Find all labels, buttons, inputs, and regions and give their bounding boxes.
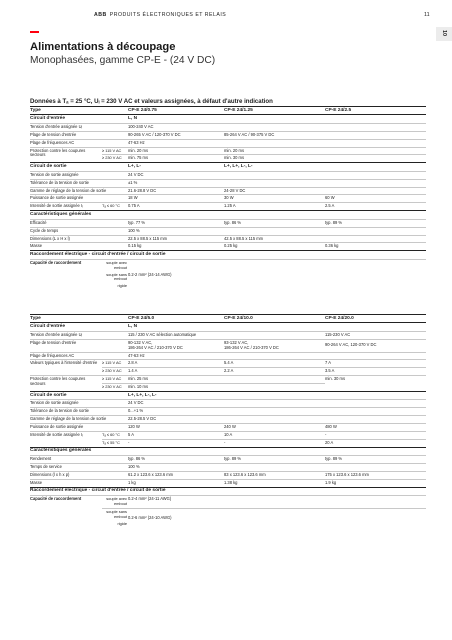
value-cell: min. 20 ms [224, 147, 426, 155]
value-cell: 1.38 kg [224, 480, 325, 488]
value-cell: 3.5 A [325, 368, 426, 376]
table-row [30, 400, 426, 408]
table-row [30, 339, 426, 352]
value-cell: 42.5 x 88.5 x 115 mm [224, 235, 426, 243]
table-row [30, 235, 426, 243]
chapter-tab-label: 10 [441, 30, 447, 36]
type-label: Type [30, 315, 128, 323]
spec-table-1 [30, 106, 426, 290]
value-cell [224, 384, 325, 392]
section-heading: Caractéristiques générales [30, 211, 426, 219]
value-cell: 0.2-4 mm² (24-11 AWG) [128, 496, 426, 509]
table-row [30, 219, 426, 227]
value-cell: 0.15 kg [128, 243, 224, 251]
section-name: PRODUITS ÉLECTRONIQUES ET RELAIS [109, 12, 227, 18]
row-label: Cycle de temps [30, 227, 128, 235]
value-cell: 61.2 x 123.6 x 123.6 mm [128, 472, 224, 480]
table-row [30, 251, 426, 259]
value-cell: typ. 77 % [128, 219, 224, 227]
table-row [30, 131, 426, 139]
value-cell: typ. 86 % [224, 219, 325, 227]
row-label: Tolérance de la tension de sortie [30, 179, 128, 187]
row-label: Tension de sortie assignée [30, 171, 128, 179]
value-cell: 90-265 V AC / 120-370 V DC [128, 131, 224, 139]
condition-cell: Tₐ ≤ 60 °C [102, 203, 128, 211]
table-row [30, 392, 426, 400]
table-row [30, 123, 426, 131]
row-label: Puissance de sortie assignée [30, 195, 128, 203]
condition-cell: souple sans embout [106, 271, 127, 282]
table-row [30, 432, 426, 440]
condition-cell: ≥ 230 V AC [102, 155, 128, 163]
value-cell: min. 30 ms [325, 376, 426, 392]
value-cell: L+, L+, L-, L- [224, 163, 426, 171]
value-cell: 5 A [128, 432, 224, 440]
table-row [30, 496, 426, 509]
row-label: Temps de service [30, 464, 128, 472]
row-label: Protection contre les coupures secteurs [30, 147, 102, 163]
table-row [30, 227, 426, 235]
row-label: Intensité de sortie assignée Iᵣ [30, 203, 102, 211]
row-label: Tension d'entrée assignée Uᵢ [30, 331, 128, 339]
table-row [30, 331, 426, 339]
value-cell: typ. 89 % [224, 456, 325, 464]
value-cell [224, 376, 325, 384]
condition-cell: souple avec embout [102, 259, 128, 271]
value-cell: - [128, 440, 224, 448]
value-cell: 30 W [224, 195, 325, 203]
value-cell: ±1 % [128, 179, 426, 187]
table-row [30, 424, 426, 432]
value-cell: 18 W [128, 195, 224, 203]
table-row [30, 203, 426, 211]
row-label: Plage de tension d'entrée [30, 339, 128, 352]
value-cell: 0...+1 % [128, 408, 426, 416]
page-title: Alimentations à découpage [30, 41, 176, 53]
value-cell: 10 A [224, 432, 325, 440]
value-cell: L, N [128, 115, 426, 123]
running-header [94, 12, 226, 18]
row-label: Dimensions (L x H x l) [30, 235, 128, 243]
value-cell: 0.75 A [128, 203, 224, 211]
page-number: 11 [424, 12, 430, 18]
row-label: Gamme de réglage de la tension de sortie [30, 187, 128, 195]
value-cell: 1 kg [128, 480, 224, 488]
condition-cell: Tₐ ≤ 55 °C [102, 440, 128, 448]
type-cell: CP-E 24/0.75 [128, 107, 224, 115]
value-cell: typ. 89 % [325, 219, 426, 227]
table-row [30, 480, 426, 488]
condition-cell: rigide [117, 520, 127, 526]
row-label: Tension d'entrée assignée Uᵢ [30, 123, 128, 131]
table-row [30, 147, 426, 155]
value-cell: 1.4 A [128, 368, 224, 376]
value-cell: 60 W [325, 195, 426, 203]
row-label: Capacité de raccordement [30, 496, 102, 528]
value-cell: typ. 89 % [325, 456, 426, 464]
table-row [30, 171, 426, 179]
value-cell: 0.36 kg [325, 243, 426, 251]
row-label: Intensité de sortie assignée Iᵣ [30, 432, 102, 448]
value-cell: 90-264 V AC, 120-370 V DC [325, 339, 426, 352]
conditions-note: Données à Tₐ = 25 °C, Uᵢ = 230 V AC et valeurs assignées, à défaut d'autre indication [30, 98, 273, 105]
value-cell: typ. 86 % [128, 456, 224, 464]
value-cell: 22.5 x 88.5 x 115 mm [128, 235, 224, 243]
value-cell: 1.25 A [224, 203, 325, 211]
table-row [30, 115, 426, 123]
section-heading: Circuit de sortie [30, 392, 128, 400]
table-row [30, 107, 426, 115]
value-cell: 0.2-2 mm² (24-14 AWG) [128, 259, 426, 290]
row-label: Gamme de réglage de la tension de sortie [30, 416, 128, 424]
table-row [30, 211, 426, 219]
row-label: Valeurs typiques à l'intensité d'entrée [30, 360, 102, 376]
row-label: Tension de sortie assignée [30, 400, 128, 408]
table-row [30, 195, 426, 203]
type-cell: CP-E 24/1.25 [224, 107, 325, 115]
value-cell: L, N [128, 323, 426, 331]
value-cell: 21.6-28.8 V DC [128, 187, 224, 195]
value-cell: 22.5-28.5 V DC [128, 416, 426, 424]
value-cell: 24 V DC [128, 400, 426, 408]
row-label: Plage de fréquences AC [30, 139, 128, 147]
row-label: Dimensions (l x h x p) [30, 472, 128, 480]
spec-table-2 [30, 314, 426, 528]
table-row [30, 456, 426, 464]
row-label: Masse [30, 243, 128, 251]
value-cell: 93-132 V AC, 186-264 V AC / 210-370 V DC [224, 339, 325, 352]
section-heading: Raccordement électrique - circuit d'entrée / circuit de sortie [30, 251, 426, 259]
value-cell: 115-230 V AC [325, 331, 426, 339]
type-cell: CP-E 24/10.0 [224, 315, 325, 323]
table-row [30, 352, 426, 360]
section-heading: Circuit d'entrée [30, 115, 128, 123]
type-label: Type [30, 107, 128, 115]
value-cell: L+, L- [128, 163, 224, 171]
value-cell: L+, L+, L-, L- [128, 392, 426, 400]
type-cell: CP-E 24/2.5 [325, 107, 426, 115]
value-cell: 480 W [325, 424, 426, 432]
condition-cell: ≥ 115 V AC [102, 147, 128, 155]
section-heading: Raccordement électrique - circuit d'entrée / circuit de sortie [30, 487, 426, 495]
value-cell: 0.2-6 mm² (24-10 AWG) [128, 509, 426, 528]
row-label: Puissance de sortie assignée [30, 424, 128, 432]
row-label: Masse [30, 480, 128, 488]
value-cell: 85-264 V AC / 90-375 V DC [224, 131, 426, 139]
table-row [30, 416, 426, 424]
value-cell: 47-63 Hz [128, 139, 426, 147]
table-row [30, 259, 426, 271]
value-cell: 115 / 230 V AC sélection automatique [128, 331, 325, 339]
value-cell: 20 A [325, 440, 426, 448]
value-cell: 47-63 Hz [128, 352, 426, 360]
value-cell: - [224, 440, 325, 448]
value-cell: min. 20 ms [128, 147, 224, 155]
value-cell: min. 10 ms [128, 384, 224, 392]
value-cell: 2.2 A [224, 368, 325, 376]
chapter-tab[interactable] [436, 27, 452, 41]
value-cell: 7 A [325, 360, 426, 368]
section-heading: Circuit de sortie [30, 163, 128, 171]
value-cell: 90-132 V AC, 186-264 V AC / 210-370 V DC [128, 339, 224, 352]
table-row [30, 139, 426, 147]
type-cell: CP-E 24/20.0 [325, 315, 426, 323]
table-row [30, 187, 426, 195]
table-row [30, 163, 426, 171]
value-cell: 100 % [128, 464, 426, 472]
table-row [30, 243, 426, 251]
condition-cell: ≥ 230 V AC [102, 384, 128, 392]
table-row [30, 447, 426, 455]
table-row [30, 376, 426, 384]
table-row [30, 464, 426, 472]
value-cell: 0.25 kg [224, 243, 325, 251]
condition-cell: souple avec embout [102, 496, 128, 509]
value-cell: 100 % [128, 227, 426, 235]
condition-cell: souple sans embout [102, 509, 128, 521]
value-cell: min. 30 ms [224, 155, 426, 163]
section-heading: Circuit d'entrée [30, 323, 128, 331]
page-subtitle: Monophasées, gamme CP-E - (24 V DC) [30, 55, 216, 66]
value-cell: - [325, 432, 426, 440]
row-label: Capacité de raccordement [30, 259, 102, 290]
table-row [30, 315, 426, 323]
value-cell: 83 x 123.6 x 123.6 mm [224, 472, 325, 480]
value-cell: 1.9 kg [325, 480, 426, 488]
table-row [30, 487, 426, 495]
brand-name: ABB [94, 12, 107, 18]
row-label: Rendement [30, 456, 128, 464]
condition-cell: ≥ 115 V AC [102, 376, 128, 384]
value-cell: 2.5 A [325, 203, 426, 211]
row-label: Tolérance de la tension de sortie [30, 408, 128, 416]
type-cell: CP-E 24/5.0 [128, 315, 224, 323]
value-cell: 5.4 A [224, 360, 325, 368]
table-row [30, 179, 426, 187]
value-cell: 24 V DC [128, 171, 426, 179]
condition-cell: Tₐ ≤ 60 °C [102, 432, 128, 440]
table-row [30, 472, 426, 480]
row-label: Plage de tension d'entrée [30, 131, 128, 139]
condition-cell: ≥ 230 V AC [102, 368, 128, 376]
accent-bar [30, 31, 39, 33]
row-label: Efficacité [30, 219, 128, 227]
value-cell: 175 x 123.6 x 123.6 mm [325, 472, 426, 480]
value-cell: 100-240 V AC [128, 123, 426, 131]
value-cell: 2.8 A [128, 360, 224, 368]
condition-cell: rigide [117, 283, 127, 289]
table-row [30, 408, 426, 416]
value-cell: 24-28 V DC [224, 187, 426, 195]
section-heading: Caractéristiques générales [30, 447, 426, 455]
value-cell: 120 W [128, 424, 224, 432]
value-cell: min. 25 ms [128, 376, 224, 384]
value-cell: 240 W [224, 424, 325, 432]
value-cell: min. 75 ms [128, 155, 224, 163]
table-row [30, 360, 426, 368]
condition-cell: ≥ 115 V AC [102, 360, 128, 368]
row-label: Plage de fréquences AC [30, 352, 128, 360]
table-row [30, 323, 426, 331]
row-label: Protection contre les coupures secteurs [30, 376, 102, 392]
